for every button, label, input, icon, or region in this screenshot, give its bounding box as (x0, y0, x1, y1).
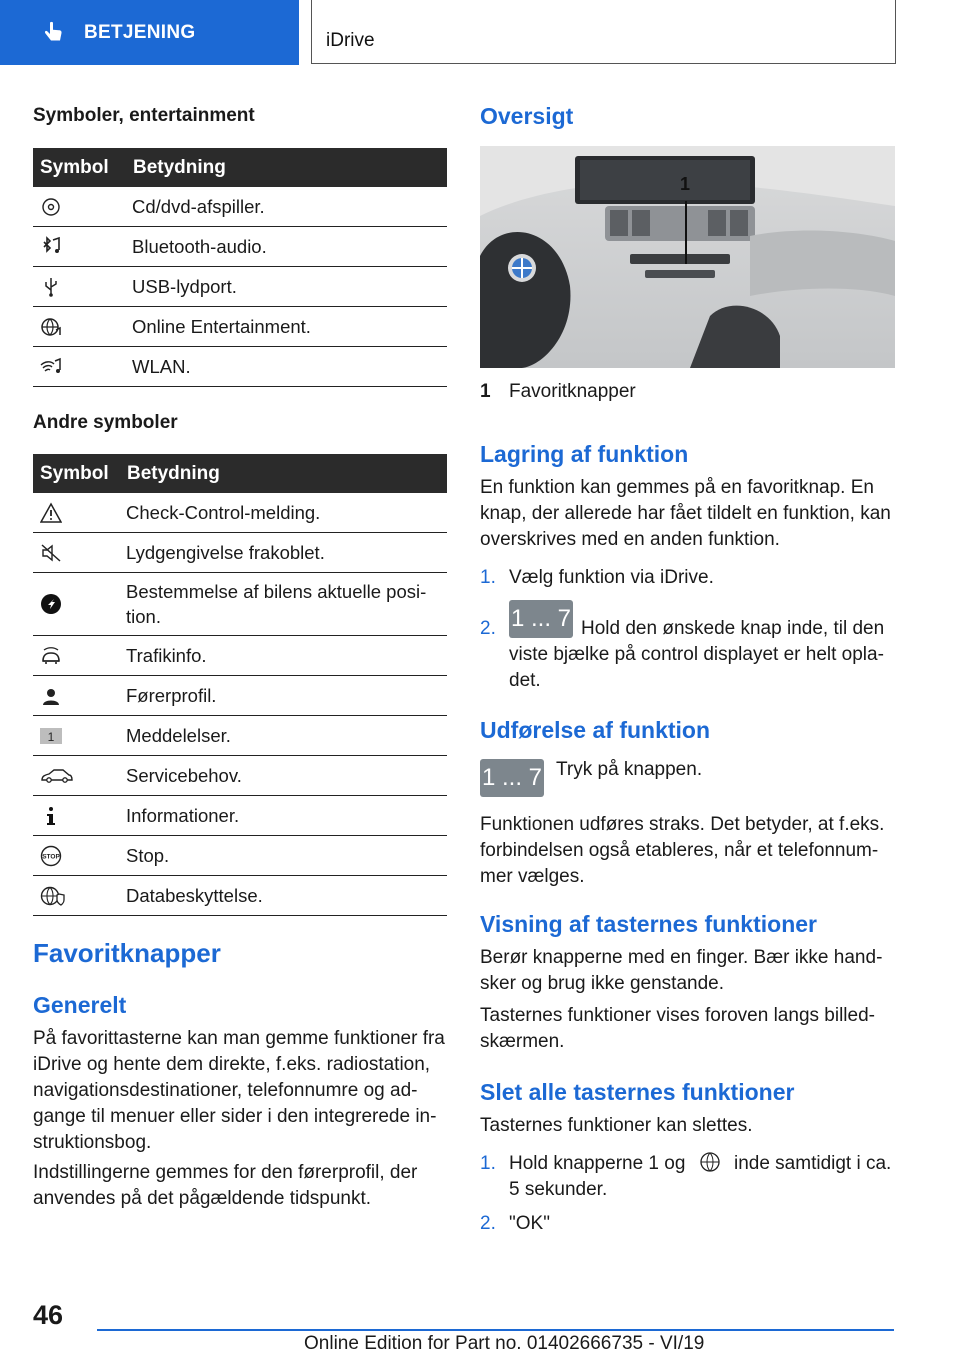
page-number: 46 (33, 1300, 64, 1330)
step-text-a: Hold knapperne 1 og (509, 1153, 686, 1174)
execute-heading: Udførelse af funktion (480, 717, 711, 743)
cd-dvd-icon (40, 196, 62, 218)
section-title: BETJENING (84, 21, 196, 43)
execute-text: Funktionen udføres straks. Det betyder, at f.eks. forbindelsen også etableres, når et telefonnummer vælges. (480, 814, 885, 887)
data-privacy-icon (699, 1151, 721, 1173)
symbol-meaning: Online Entertainment. (126, 307, 447, 347)
other-symbol-table (33, 454, 447, 916)
footer-edition: Online Edition for Part no. 01402666735 - VI/19 (304, 1333, 705, 1354)
overview-title: Oversigt (480, 103, 574, 129)
traffic-info-icon (40, 645, 62, 667)
callout-number: 1 (680, 174, 691, 194)
service-car-icon (40, 765, 74, 787)
table-row (33, 876, 447, 916)
chapter-title: iDrive (326, 30, 375, 51)
favorite-key-image: 1 ... 7 (509, 600, 573, 638)
ent-table-title: Symboler, entertainment (33, 105, 255, 126)
store-heading: Lagring af funktion (480, 441, 689, 467)
table-row (33, 267, 447, 307)
table-row (33, 187, 447, 227)
step-text: Vælg funktion via iDrive. (509, 567, 714, 588)
step-text-b: inde samtidigt i ca. 5 sekunder. (509, 1153, 892, 1200)
col-symbol: Symbol (33, 454, 120, 493)
wlan-icon (40, 356, 62, 378)
symbol-meaning: Bluetooth-audio. (126, 227, 447, 267)
symbol-meaning: Meddelelser. (120, 716, 447, 756)
section-tab (0, 0, 299, 65)
footer-divider (97, 1329, 894, 1331)
col-meaning: Betydning (126, 148, 447, 187)
display-p1: Berør knapperne med en finger. Bær ikke handsker og brug ikke genstande. (480, 947, 883, 994)
delete-step-1 (480, 1151, 894, 1203)
legend-text: Favoritknapper (509, 381, 636, 402)
legend-number: 1 (480, 381, 491, 402)
other-table-title: Andre symboler (33, 412, 178, 433)
warning-triangle-icon (40, 502, 62, 524)
info-icon (40, 805, 62, 827)
display-heading: Visning af tasternes funktioner (480, 911, 817, 937)
chapter-box (311, 0, 896, 64)
table-row (33, 636, 447, 676)
symbol-meaning: Databeskyttelse. (120, 876, 447, 916)
symbol-meaning: Servicebehov. (120, 756, 447, 796)
table-row (33, 796, 447, 836)
favorites-title: Favoritknapper (33, 938, 221, 968)
symbol-meaning: Cd/dvd-afspiller. (126, 187, 447, 227)
table-row (33, 676, 447, 716)
delete-step-2 (480, 1211, 894, 1237)
navigation-arrow-icon (40, 593, 62, 615)
dashboard-photo (480, 146, 895, 368)
store-intro: En funktion kan gemmes på en favoritknap. En knap, der allerede har fået tildelt en funktion, kan overskrives med en anden funktion. (480, 477, 891, 550)
delete-intro: Tasternes funktioner kan slettes. (480, 1115, 753, 1136)
step-text: "OK" (509, 1213, 550, 1234)
bluetooth-audio-icon (40, 236, 62, 258)
symbol-meaning: Stop. (120, 836, 447, 876)
store-step-2 (480, 605, 894, 694)
symbol-meaning: USB-lydport. (126, 267, 447, 307)
table-row (33, 756, 447, 796)
col-meaning: Betydning (120, 454, 447, 493)
table-row (33, 307, 447, 347)
online-entertainment-icon (40, 316, 62, 338)
general-paragraph: På favorittasterne kan man gemme funktioner fra iDrive og hente dem direkte, f.eks. radiostation, navigationsdestinationer, telefonnumre og adgange til menuer eller sider i den integrerede instruktionsbog. (33, 1028, 445, 1153)
general-heading: Generelt (33, 992, 127, 1018)
touch-hand-icon (40, 20, 66, 46)
table-row (33, 493, 447, 533)
mute-icon (40, 542, 62, 564)
display-p2: Tasternes funktioner vises foroven langs billedskærmen. (480, 1005, 875, 1052)
stop-icon (40, 845, 62, 867)
symbol-meaning: Informationer. (120, 796, 447, 836)
step-text: Hold den ønskede knap inde, til den viste bjælke på control displayet er helt opladet. (509, 618, 885, 691)
symbol-meaning: Trafikinfo. (120, 636, 447, 676)
table-row (33, 227, 447, 267)
table-row (33, 836, 447, 876)
execute-press: Tryk på knappen. (556, 759, 703, 780)
step-number: 1. (480, 567, 496, 588)
favorite-key-image: 1 ... 7 (480, 759, 544, 797)
symbol-meaning: Lydgengivelse frakoblet. (120, 533, 447, 573)
step-number: 2. (480, 1213, 496, 1234)
usb-icon (40, 276, 62, 298)
store-step-1 (480, 565, 894, 591)
symbol-meaning: Førerprofil. (120, 676, 447, 716)
step-number: 1. (480, 1153, 496, 1174)
table-row (33, 573, 447, 636)
driver-profile-icon (40, 685, 62, 707)
symbol-meaning: Check-Control-melding. (120, 493, 447, 533)
general-paragraph-2: Indstillingerne gemmes for den førerprofil, der anvendes på det pågældende tidspunkt. (33, 1162, 418, 1209)
delete-heading: Slet alle tasternes funktioner (480, 1079, 795, 1105)
table-row (33, 716, 447, 756)
table-row (33, 533, 447, 573)
data-privacy-icon (40, 885, 66, 907)
svg-text:STOP: STOP (42, 853, 60, 860)
step-number: 2. (480, 618, 496, 639)
symbol-meaning: WLAN. (126, 347, 447, 387)
table-row (33, 347, 447, 387)
svg-text:1: 1 (47, 729, 55, 744)
message-icon (40, 725, 62, 747)
entertainment-symbol-table (33, 148, 447, 387)
col-symbol: Symbol (33, 148, 126, 187)
symbol-meaning: Bestemmelse af bilens aktuelle position. (120, 573, 447, 636)
